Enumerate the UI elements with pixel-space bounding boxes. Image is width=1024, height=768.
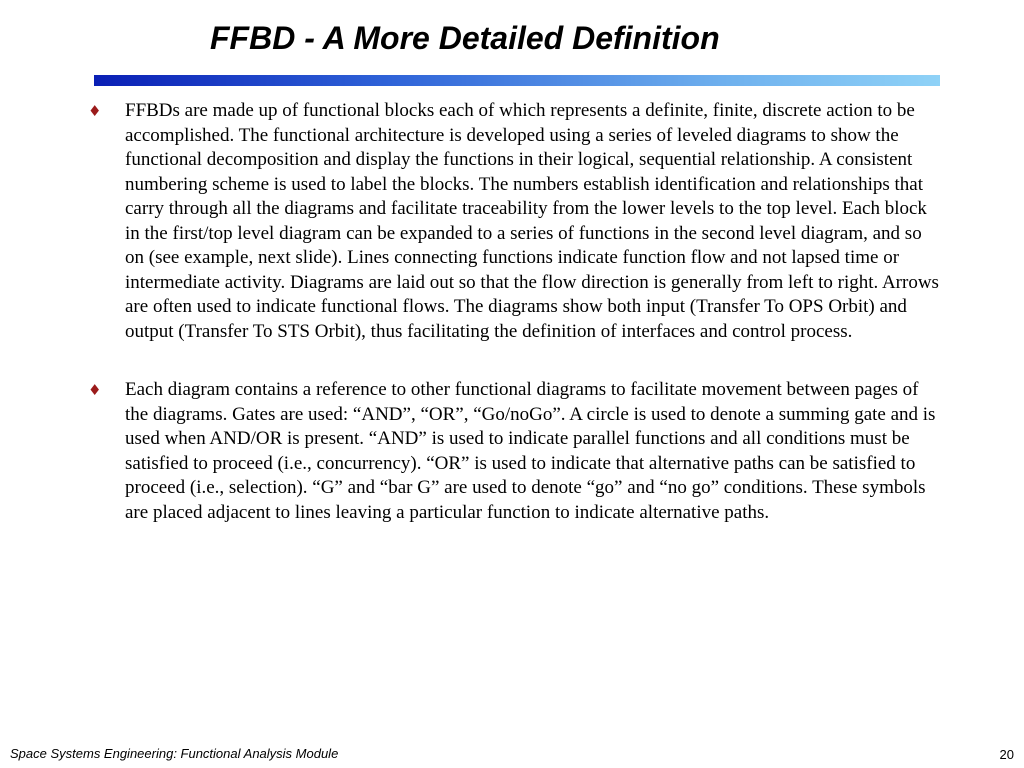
slide-title: FFBD - A More Detailed Definition <box>210 20 720 56</box>
bullet-item-1 <box>88 99 940 344</box>
title-underline-bar <box>94 75 940 86</box>
bullet-item-2 <box>88 378 940 525</box>
slide-body <box>88 99 940 525</box>
page-number: 20 <box>999 747 1014 762</box>
bullet-text-2: Each diagram contains a reference to other functional diagrams to facilitate movement between pages of the diagrams. Gates are used: “AND”, “OR”, “Go/noGo”. A circle is used to denote a summing gate and is used when AND/OR is present. “AND” is used to indicate parallel functions and all conditions must be satisfied to proceed (i.e., concurrency). “OR” is used to indicate that alternative paths can be satisfied to proceed (i.e., selection). “G” and “bar G” are used to denote “go” and “no go” conditions. These symbols are placed adjacent to lines leaving a particular function to indicate alternative paths. <box>125 379 936 523</box>
footer-module-name: Space Systems Engineering: Functional Analysis Module <box>10 746 339 761</box>
diamond-bullet-icon: ♦ <box>88 102 102 120</box>
diamond-bullet-icon: ♦ <box>88 381 102 399</box>
bullet-text-1: FFBDs are made up of functional blocks each of which represents a definite, finite, discrete action to be accomplished. The functional architecture is developed using a series of leveled diagrams to show the functional decomposition and display the functions in their logical, sequential relationship. A consistent numbering scheme is used to label the blocks. The numbers establish identification and relationships that carry through all the diagrams and facilitate traceability from the lower levels to the top level. Each block in the first/top level diagram can be expanded to a series of functions in the second level diagram, and so on (see example, next slide). Lines connecting functions indicate function flow and not lapsed time or intermediate activity. Diagrams are laid out so that the flow direction is generally from left to right. Arrows are often used to indicate functional flows. The diagrams show both input (Transfer To OPS Orbit) and output (Transfer To STS Orbit), thus facilitating the definition of interfaces and control process. <box>125 100 939 342</box>
